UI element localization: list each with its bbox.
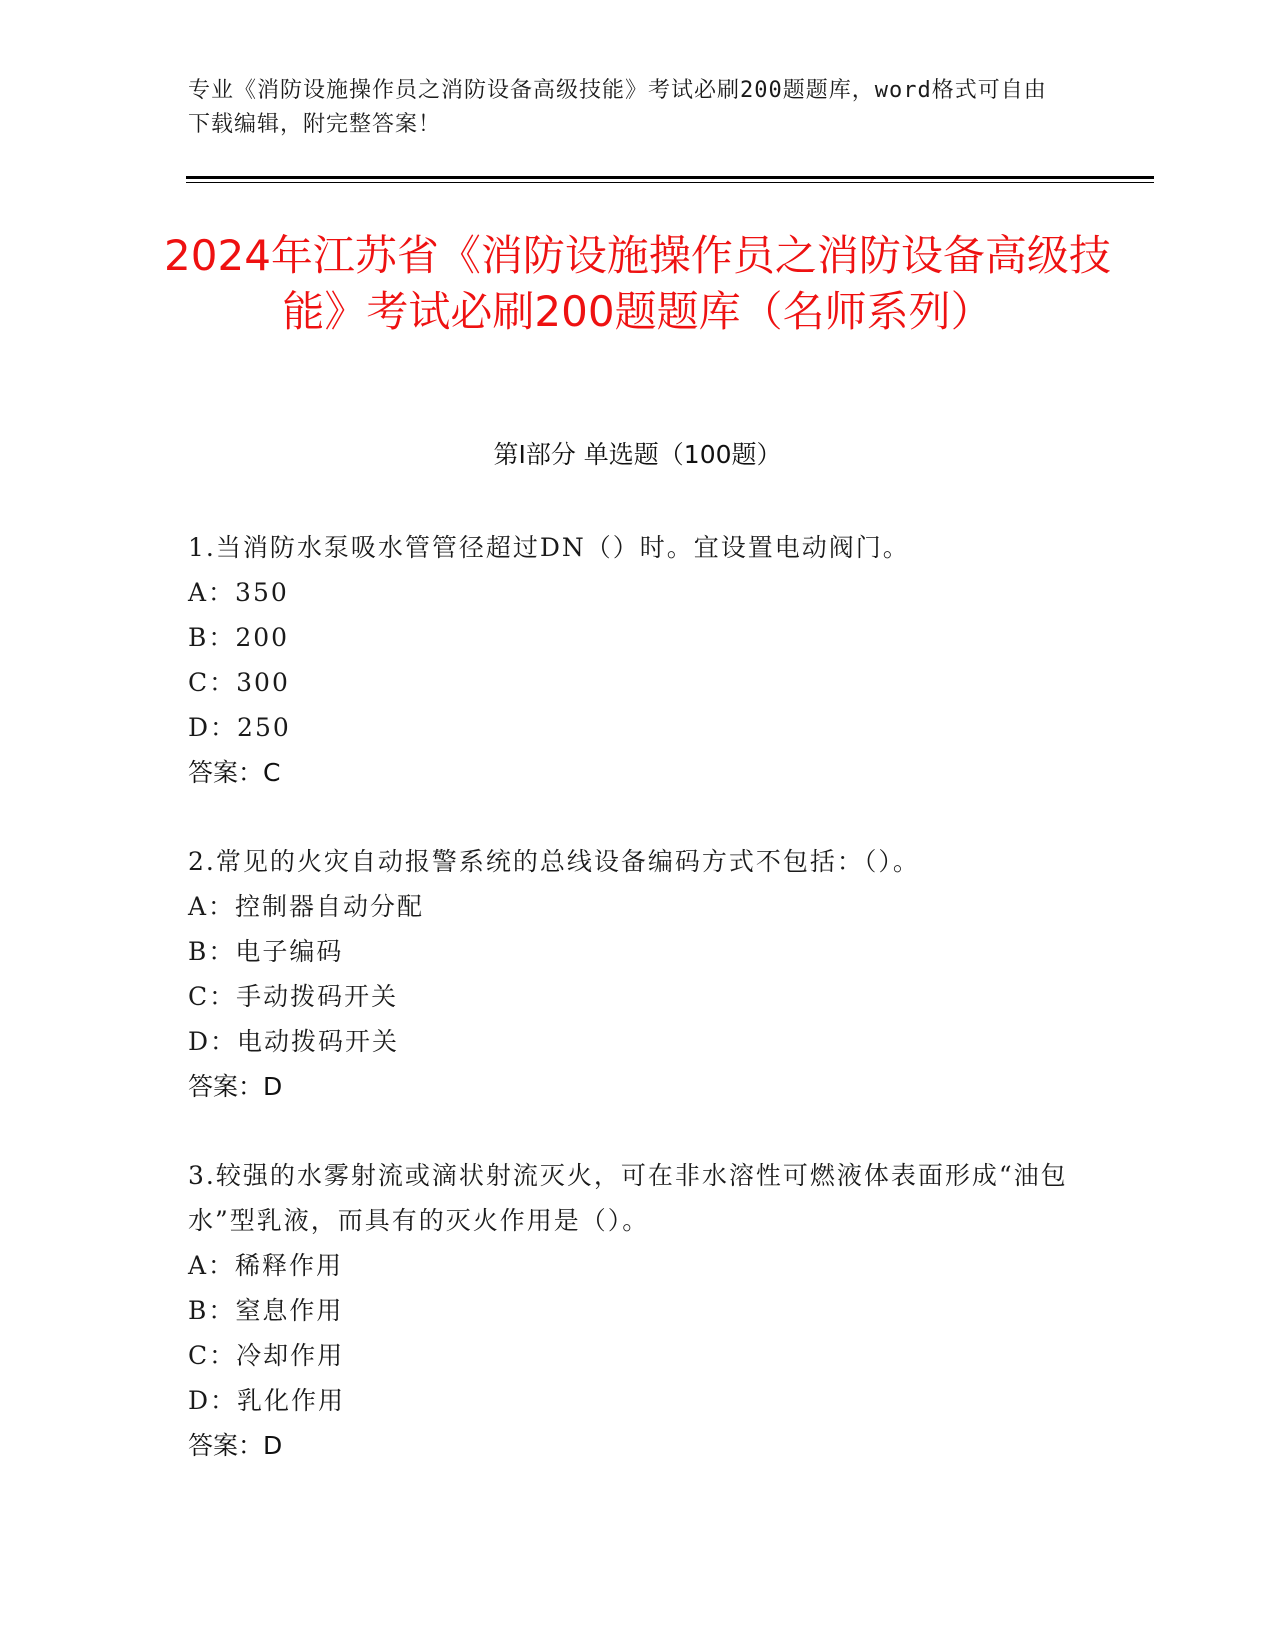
question-stem: 1.当消防水泵吸水管管径超过DN（）时。宜设置电动阀门。 bbox=[188, 533, 910, 562]
header-note: 专业《消防设施操作员之消防设备高级技能》考试必刷200题题库，word格式可自由下载编辑，附完整答案！ bbox=[188, 78, 1047, 137]
option-d: D：250 bbox=[188, 713, 291, 742]
question-stem: 3.较强的水雾射流或滴状射流灭火，可在非水溶性可燃液体表面形成“油包水”型乳液，而具有的灭火作用是（）。 bbox=[188, 1161, 1068, 1235]
document-title: 2024年江苏省《消防设施操作员之消防设备高级技能》考试必刷200题题库（名师系列） bbox=[164, 231, 1111, 336]
question-stem: 2.常见的火灾自动报警系统的总线设备编码方式不包括：（）。 bbox=[188, 847, 920, 876]
option-c: C：300 bbox=[188, 668, 290, 697]
option-b: B：电子编码 bbox=[188, 937, 344, 966]
question-list bbox=[188, 525, 1088, 1512]
option-b: B：200 bbox=[188, 623, 290, 652]
section-title: 第I部分 单选题（100题） bbox=[493, 440, 782, 469]
header-rule-thick bbox=[186, 176, 1154, 179]
option-d: D：电动拨码开关 bbox=[188, 1027, 400, 1056]
answer: 答案：D bbox=[188, 1431, 283, 1460]
option-d: D：乳化作用 bbox=[188, 1386, 346, 1415]
header-rule-thin bbox=[186, 182, 1154, 183]
option-a: A：350 bbox=[188, 578, 289, 607]
option-b: B：窒息作用 bbox=[188, 1296, 344, 1325]
option-c: C：手动拨码开关 bbox=[188, 982, 399, 1011]
option-a: A：控制器自动分配 bbox=[188, 892, 425, 921]
question-2 bbox=[188, 839, 1088, 1109]
option-c: C：冷却作用 bbox=[188, 1341, 345, 1370]
question-3 bbox=[188, 1153, 1088, 1468]
answer: 答案：C bbox=[188, 758, 281, 787]
answer: 答案：D bbox=[188, 1072, 283, 1101]
question-1 bbox=[188, 525, 1088, 795]
option-a: A：稀释作用 bbox=[188, 1251, 344, 1280]
